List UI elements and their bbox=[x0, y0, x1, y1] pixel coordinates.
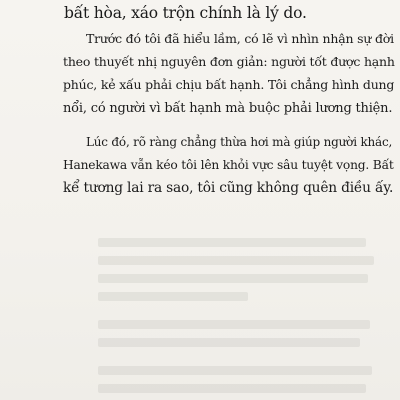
text-line: Trước đó tôi đã hiểu lầm, có lẽ vì nhìn nhận sự đời bbox=[86, 31, 394, 46]
text-line: phúc, kẻ xấu phải chịu bất hạnh. Tôi chẳng hình dung bbox=[63, 77, 395, 92]
text-line: Lúc đó, rõ ràng chẳng thừa hơi mà giúp người khác, bbox=[86, 135, 393, 149]
text-line: Hanekawa vẫn kéo tôi lên khỏi vực sâu tuyệt vọng. Bất bbox=[63, 158, 394, 172]
text-line: bất hòa, xáo trộn chính là lý do. bbox=[64, 4, 307, 22]
text-line: theo thuyết nhị nguyên đơn giản: người tốt được hạnh bbox=[63, 54, 395, 69]
text-line: kể tương lai ra sao, tôi cũng không quên điều ấy. bbox=[63, 180, 394, 196]
text-line: nổi, có người vì bất hạnh mà buộc phải lương thiện. bbox=[63, 101, 393, 116]
